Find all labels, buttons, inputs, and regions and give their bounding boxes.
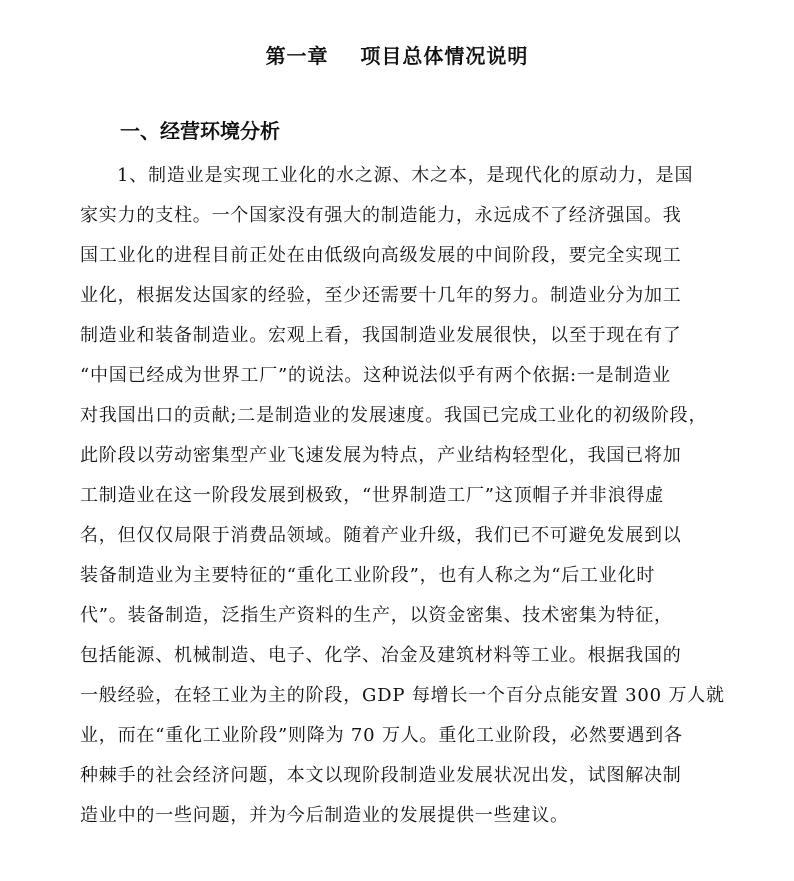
paragraph-line: 业化，根据发达国家的经验，至少还需要十几年的努力。制造业分为加工 xyxy=(80,285,682,306)
paragraph-line: 代”。装备制造，泛指生产资料的生产，以资金密集、技术密集为特征， xyxy=(80,605,673,626)
paragraph-line: 1、制造业是实现工业化的水之源、木之本，是现代化的原动力，是国 xyxy=(117,165,694,186)
paragraph-line: 装备制造业为主要特征的“重化工业阶段”，也有人称之为“后工业化时 xyxy=(80,565,656,586)
paragraph-line: 制造业和装备制造业。宏观上看，我国制造业发展很快，以至于现在有了 xyxy=(80,325,682,346)
paragraph-line: 名，但仅仅局限于消费品领域。随着产业升级，我们已不可避免发展到以 xyxy=(80,525,682,546)
paragraph-line: 对我国出口的贡献;二是制造业的发展速度。我国已完成工业化的初级阶段， xyxy=(80,405,708,426)
paragraph-line: 国工业化的进程目前正处在由低级向高级发展的中间阶段，要完全实现工 xyxy=(80,245,682,266)
paragraph-line: “中国已经成为世界工厂”的说法。这种说法似乎有两个依据:一是制造业 xyxy=(80,365,671,386)
paragraph-line: 包括能源、机械制造、电子、化学、冶金及建筑材料等工业。根据我国的 xyxy=(80,645,682,666)
paragraph-line: 业，而在“重化工业阶段”则降为 70 万人。重化工业阶段，必然要遇到各 xyxy=(80,725,683,746)
paragraph-line: 家实力的支柱。一个国家没有强大的制造能力，永远成不了经济强国。我 xyxy=(80,205,682,226)
chapter-title: 第一章 项目总体情况说明 xyxy=(265,44,529,68)
paragraph-line: 工制造业在这一阶段发展到极致，“世界制造工厂”这顶帽子并非浪得虚 xyxy=(80,485,665,506)
section-heading: 一、经营环境分析 xyxy=(120,119,280,143)
paragraph-line: 此阶段以劳动密集型产业飞速发展为特点，产业结构轻型化，我国已将加 xyxy=(80,445,682,466)
paragraph-line: 一般经验，在轻工业为主的阶段，GDP 每增长一个百分点能安置 300 万人就 xyxy=(80,685,725,706)
paragraph-line: 种棘手的社会经济问题，本文以现阶段制造业发展状况出发，试图解决制 xyxy=(80,765,682,786)
paragraph-line: 造业中的一些问题，并为今后制造业的发展提供一些建议。 xyxy=(80,805,569,826)
